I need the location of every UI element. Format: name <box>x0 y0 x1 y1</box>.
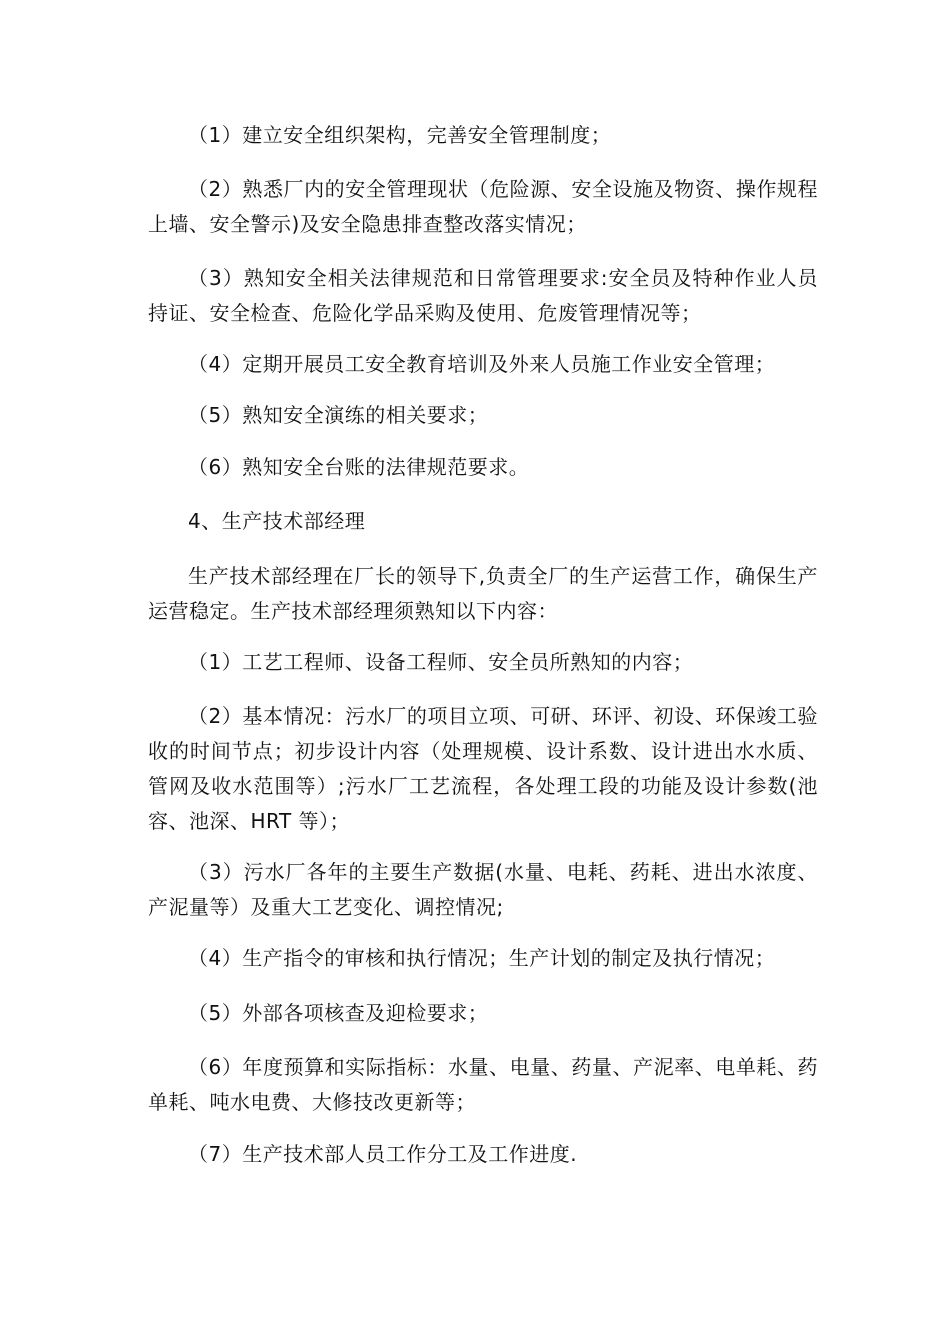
section-heading: 4、生产技术部经理 <box>188 509 366 533</box>
safety-item-6: （6）熟知安全台账的法律规范要求。 <box>188 455 530 479</box>
section-intro: 生产技术部经理在厂长的领导下,负责全厂的生产运营工作，确保生产运营稳定。生产技术部经理须熟知以下内容： <box>148 564 818 623</box>
manager-item-6: （6）年度预算和实际指标：水量、电量、药量、产泥率、电单耗、药单耗、吨水电费、大修技改更新等； <box>148 1055 818 1114</box>
safety-item-3: （3）熟知安全相关法律规范和日常管理要求:安全员及特种作业人员持证、安全检查、危险化学品采购及使用、危废管理情况等； <box>148 266 818 325</box>
manager-item-7: （7）生产技术部人员工作分工及工作进度. <box>188 1142 578 1166</box>
safety-item-5: （5）熟知安全演练的相关要求； <box>188 403 489 427</box>
manager-item-1: （1）工艺工程师、设备工程师、安全员所熟知的内容； <box>188 650 694 674</box>
manager-item-2: （2）基本情况：污水厂的项目立项、可研、环评、初设、环保竣工验收的时间节点；初步设计内容（处理规模、设计系数、设计进出水水质、管网及收水范围等）;污水厂工艺流程，各处理工段的功能及设计参数(池容、池深、HRT 等）； <box>148 704 818 833</box>
manager-item-3: （3）污水厂各年的主要生产数据(水量、电耗、药耗、进出水浓度、产泥量等）及重大工艺变化、调控情况; <box>148 860 818 919</box>
safety-item-2: （2）熟悉厂内的安全管理现状（危险源、安全设施及物资、操作规程上墙、安全警示)及安全隐患排查整改落实情况； <box>148 177 818 236</box>
safety-item-4: （4）定期开展员工安全教育培训及外来人员施工作业安全管理； <box>188 352 776 376</box>
safety-item-1: （1）建立安全组织架构，完善安全管理制度； <box>188 123 612 147</box>
manager-item-5: （5）外部各项核查及迎检要求； <box>188 1001 489 1025</box>
manager-item-4: （4）生产指令的审核和执行情况；生产计划的制定及执行情况； <box>188 946 776 970</box>
